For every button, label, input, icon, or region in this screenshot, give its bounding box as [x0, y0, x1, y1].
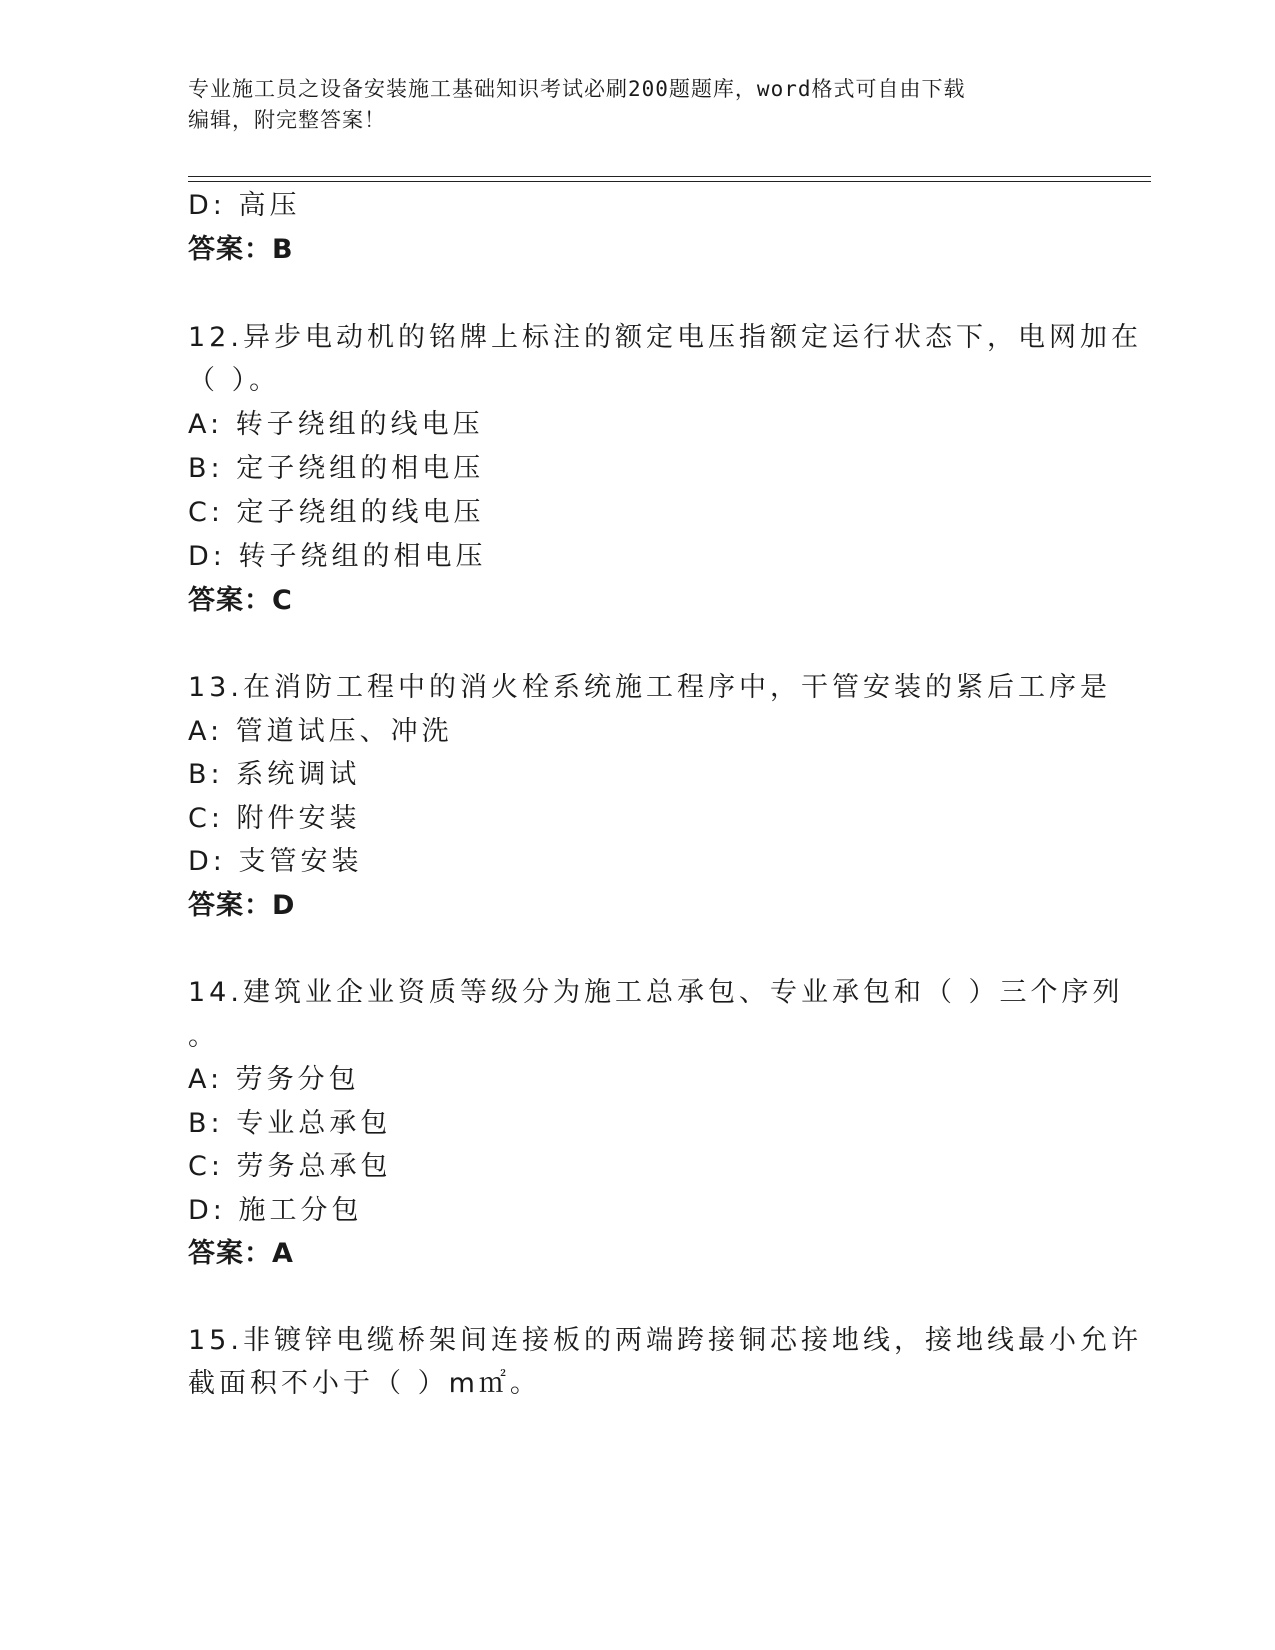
q14-answer: 答案：A: [188, 1238, 294, 1269]
q13-option-a: A: 管道试压、冲洗: [188, 716, 453, 747]
q14-option-c: C: 劳务总承包: [188, 1151, 392, 1182]
q13-option-c: C: 附件安装: [188, 803, 361, 834]
prev-option-d: D: 高压: [188, 190, 301, 221]
q12-stem-line-1: 12.异步电动机的铭牌上标注的额定电压指额定运行状态下，电网加在: [188, 322, 1142, 353]
q14-option-a: A: 劳务分包: [188, 1064, 360, 1095]
q13-answer: 答案：D: [188, 890, 296, 921]
q12-option-a: A: 转子绕组的线电压: [188, 409, 484, 440]
q14-stem-line-1: 14.建筑业企业资质等级分为施工总承包、专业承包和（ ）三个序列: [188, 977, 1124, 1008]
q14-option-d: D: 施工分包: [188, 1195, 363, 1226]
prev-answer: 答案：B: [188, 234, 294, 265]
q13-option-b: B: 系统调试: [188, 759, 361, 790]
q12-stem-line-2: （ ）。: [188, 365, 281, 396]
q12-option-d: D: 转子绕组的相电压: [188, 541, 487, 572]
header-line-2: 编辑，附完整答案！: [188, 108, 386, 132]
q14-stem-line-2: 。: [188, 1021, 219, 1052]
q13-option-d: D: 支管安装: [188, 846, 363, 877]
q15-stem-line-1: 15.非镀锌电缆桥架间连接板的两端跨接铜芯接地线，接地线最小允许: [188, 1325, 1142, 1356]
q13-stem-line-1: 13.在消防工程中的消火栓系统施工程序中，干管安装的紧后工序是: [188, 672, 1111, 703]
q12-option-c: C: 定子绕组的线电压: [188, 497, 485, 528]
header-divider-top: [188, 176, 1151, 177]
header-line-1: 专业施工员之设备安装施工基础知识考试必刷200题题库，word格式可自由下载: [188, 77, 966, 101]
q12-answer: 答案：C: [188, 585, 293, 616]
q15-stem-line-2: 截面积不小于（ ）m㎡。: [188, 1368, 541, 1399]
q14-option-b: B: 专业总承包: [188, 1108, 392, 1139]
header-divider-bottom: [188, 181, 1151, 182]
q12-option-b: B: 定子绕组的相电压: [188, 453, 485, 484]
document-header: [188, 74, 1088, 136]
